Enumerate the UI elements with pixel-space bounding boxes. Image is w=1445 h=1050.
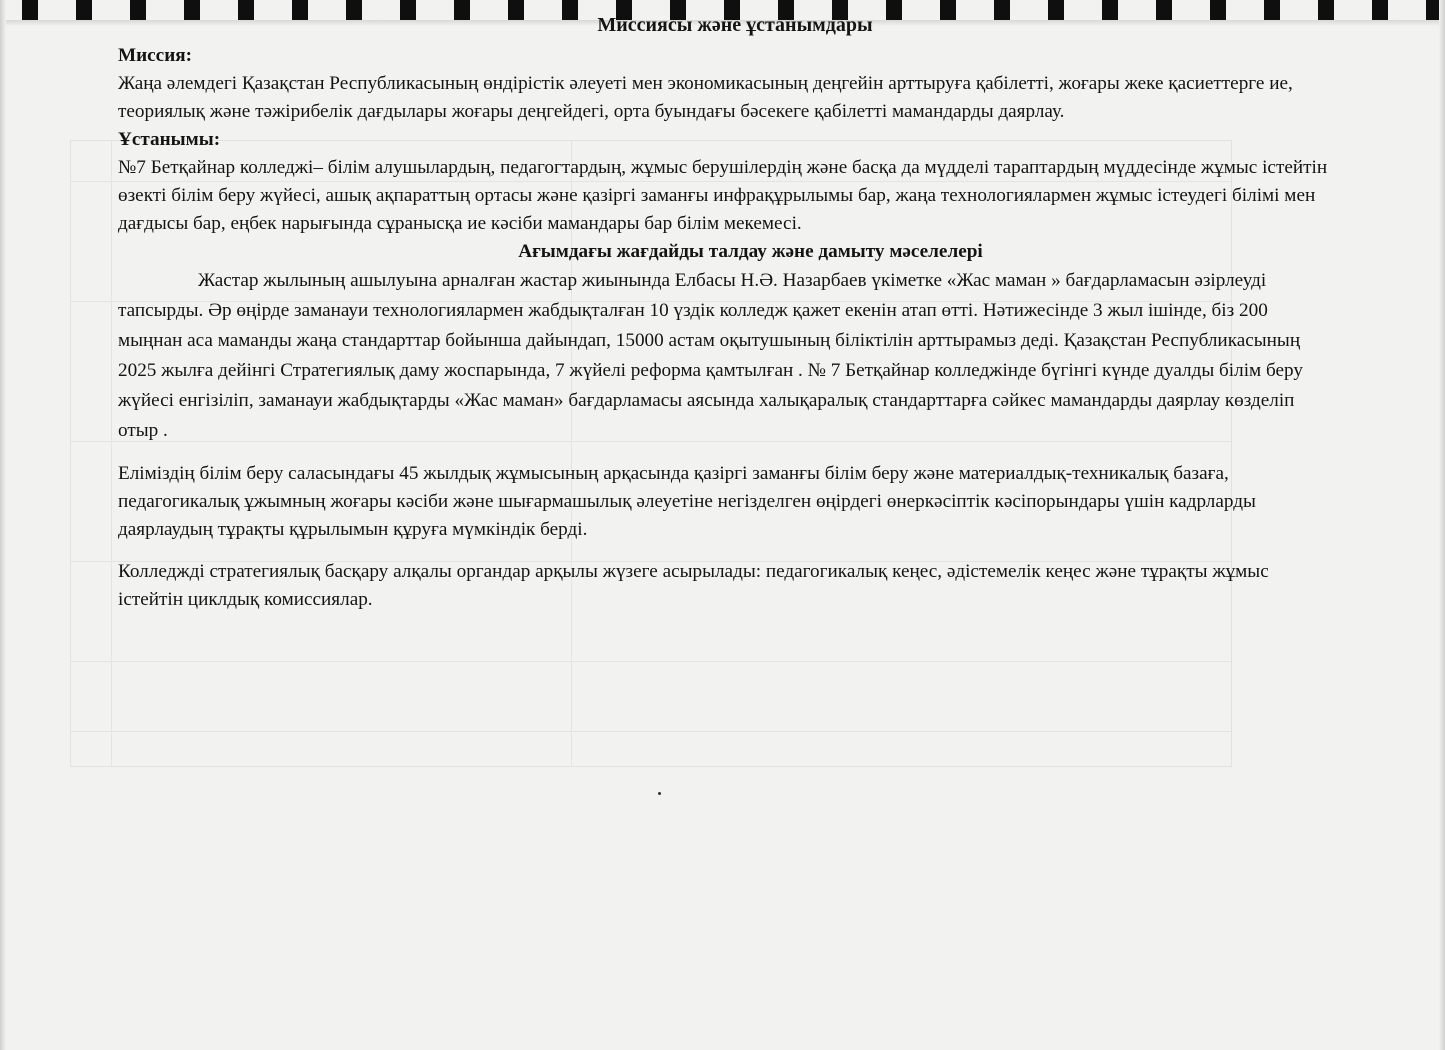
page-edge-left <box>0 0 6 1050</box>
principles-label: Ұстанымы: <box>118 129 221 150</box>
paragraph-management: Колледжді стратегиялық басқару алқалы органдар арқылы жүзеге асырылады: педагогикалық кеңес, әдістемелік кеңес және тұрақты жұмыс істейтін циклдық комиссиялар. <box>118 561 1269 610</box>
paragraph-education-history: Еліміздің білім беру саласындағы 45 жылдық жұмысының арқасында қазіргі заманғы білім беру және материалдық-техникалық базаға, педагогикалық ұжымның жоғары кәсіби және шығармашылық әлеуетіне негізделген өңірдегі өнеркәсіптік кәсіпорындары үшін кадрларды даярлаудың тұрақты құрылымын құруға мүмкіндік берді. <box>118 463 1256 540</box>
page-title: Миссиясы және ұстанымдары <box>597 14 873 36</box>
page-edge-right <box>1439 0 1445 1050</box>
mission-text: Жаңа әлемдегі Қазақстан Республикасының өндірістік әлеуеті мен экономикасының деңгейін арттыруға қабілетті, жоғары жеке қасиеттерге ие, теориялық және тәжірибелік дағдылары жоғары деңгейдегі, орта буындағы бәсекеге қабілетті мамандарды даярлау. <box>118 73 1293 122</box>
scan-speck <box>658 792 661 795</box>
mission-label: Миссия: <box>118 45 193 66</box>
analysis-title: Ағымдағы жағдайды талдау және дамыту мәселелері <box>518 241 983 262</box>
principles-text: №7 Бетқайнар колледжі– білім алушылардың, педагогтардың, жұмыс берушілердің және басқа да мүдделі тараптардың мүддесінде жұмыс істейтін өзекті білім беру жүйесі, ашық ақпараттың ортасы және қазіргі заманғы инфрақұрылымы бар, жаңа технологиялармен жұмыс істеудегі білімі мен дағдысы бар, еңбек нарығында сұранысқа ие кәсіби мамандары бар білім мекемесі. <box>118 157 1328 234</box>
paragraph-youth-program: Жастар жылының ашылуына арналған жастар жиынында Елбасы Н.Ә. Назарбаев үкіметке «Жас маман » бағдарламасын әзірлеуді тапсырды. Әр өңірде заманауи технологиялармен жабдықталған 10 үздік колледж қажет екенін атап өтті. Нәтижесінде 3 жыл ішінде, біз 200 мыңнан аса маманды жаңа стандарттар бойынша дайындап, 15000 астам оқытушының біліктілін арттырамыз деді. Қазақстан Республикасының 2025 жылға дейінгі Стратегиялық даму жоспарында, 7 жүйелі реформа қамтылған . № 7 Бетқайнар колледжінде бүгінгі күнде дуалды білім беру жүйесі енгізіліп, заманауи жабдықтарды «Жас маман» бағдарламасы аясында халықаралық стандарттарға сәйкес мамандарды даярлау көзделіп отыр . <box>118 270 1303 441</box>
document-body <box>118 42 1333 614</box>
